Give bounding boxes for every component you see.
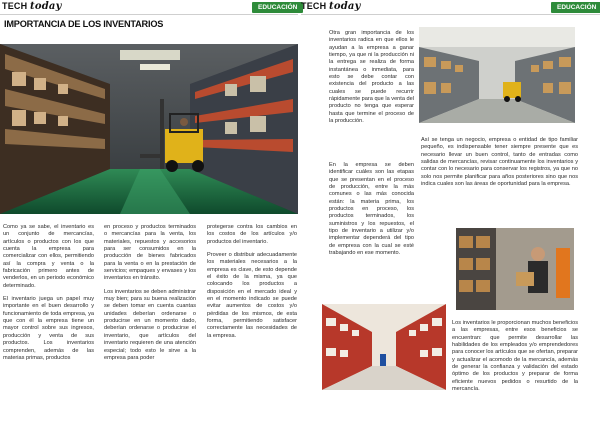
article-column-right-2-mid <box>421 137 578 194</box>
brand-logo <box>301 1 361 12</box>
worker-boxes-photo <box>456 228 574 310</box>
section-badge: EDUCACIÓN <box>252 2 303 13</box>
section-badge: EDUCACIÓN <box>551 2 600 13</box>
paragraph: en proceso y productos terminados o mercancías para la venta, los materiales, repuestos y accesorios para ser consumidos en la producción de bienes fabricados para la venta o en la prestación de servicios; empaques y envases y los inventarios en tránsito. <box>104 224 196 282</box>
paragraph: Los inventarios le proporcionan muchos beneficios a las empresas, entre esos beneficios se encuentran: que permite desarrollar las habilidades de los empleados y/o emprendedores para conocer los artículos que se ofertan, preparar y actualizar el acomodo de la mercancía, además de generar la confianza y validación del estado óptimo de los productos y preparar de forma eficiente nuevos pedidos o resurtido de la mercancía. <box>452 320 578 393</box>
warehouse-aisle-photo <box>419 27 575 123</box>
brand-main: TECH <box>2 1 28 11</box>
article-column-1 <box>3 224 94 368</box>
paragraph: Los inventarios se deben administrar muy bien; para su buena realización se deben tomar en cuenta cuantas unidades deberían ordenarse o producirse en un momento dado, deberían ordenarse o producirse el inventario, que artículos del inventario requieren de una atención especial; todo esto le sirve a la empresa para poder <box>104 288 196 361</box>
brand-logo <box>2 1 62 12</box>
article-headline: IMPORTANCIA DE LOS INVENTARIOS <box>4 19 164 29</box>
article-column-right-1-mid <box>329 162 414 263</box>
paragraph: El inventario juega un papel muy importante en el buen desarrollo y funcionamiento de toda empresa, ya que con él la empresa tiene un mayor control sobre sus ingresos, producción y venta de sus productos. Los inventarios comprenden, además de las materias primas, productos <box>3 296 94 361</box>
header-divider <box>301 14 600 15</box>
brand-italic: today <box>329 1 361 12</box>
paragraph: Otra gran importancia de los inventarios radica en que ellos le ayudan a la empresa a ganar tiempo, ya que ni la producción ni la entrega se realiza de forma instantánea o inmediata, para esto se debe contar con existencia del producto a las cuales se puede recurrir rápidamente para que la venta del producto no tenga que esperar hasta que termine el proceso de la producción. <box>329 30 414 125</box>
paragraph: Como ya se sabe, el inventario es un conjunto de mercancías, artículos o productos con los que cuenta la empresa para comercializar con ellos, permitiendo así la compra y venta o la fabricación primero antes de venderlos, en un periodo económico determinado. <box>3 224 94 289</box>
paragraph: Proveer o distribuir adecuadamente los materiales necesarios a la empresa es clave, de esto depende el éxito de la misma, ya que colocando los productos a disposición en el mercado ideal y en el momento indicado se puede evitar aumentos de costos y/o pérdidas de los mismos, de esta forma, permitiendo satisfacer correctamente las necesidades de la empresa. <box>207 252 297 339</box>
header-divider <box>0 14 298 15</box>
brand-main: TECH <box>301 1 327 11</box>
warehouse-forklift-photo <box>0 44 298 214</box>
paragraph: Así se tenga un negocio, empresa o entidad de tipo familiar pequeño, es indispensable tener siempre presente que es necesario llevar un buen control, tanto de entradas como salidas de mercancías, revisar continuamente los inventarios y contar con lo necesario para conservar los registros, ya que no solo nos permite planificar para años posteriores sino que nos indica cuales son las áreas de oportunidad para la empresa. <box>421 137 578 188</box>
article-column-right-1-top <box>329 30 414 131</box>
brand-italic: today <box>30 1 62 12</box>
article-column-2 <box>104 224 196 368</box>
paragraph: protegerse contra los cambios en los costos de los artículos y/o productos del inventario. <box>207 224 297 245</box>
article-column-right-2-bottom <box>452 320 578 399</box>
article-column-3 <box>207 224 297 346</box>
red-racks-photo <box>322 304 446 390</box>
paragraph: En la empresa se deben identificar cuáles son las etapas que se presentan en el proceso de producción, entre la más comunes o las más conocida están: la materia prima, los productos en proceso, los productos terminados, los suministros y los repuestos, el tipo de inventario a utilizar y/o implementar dependerá del tipo de empresa con la cual se esté trabajando en ese momento. <box>329 162 414 257</box>
